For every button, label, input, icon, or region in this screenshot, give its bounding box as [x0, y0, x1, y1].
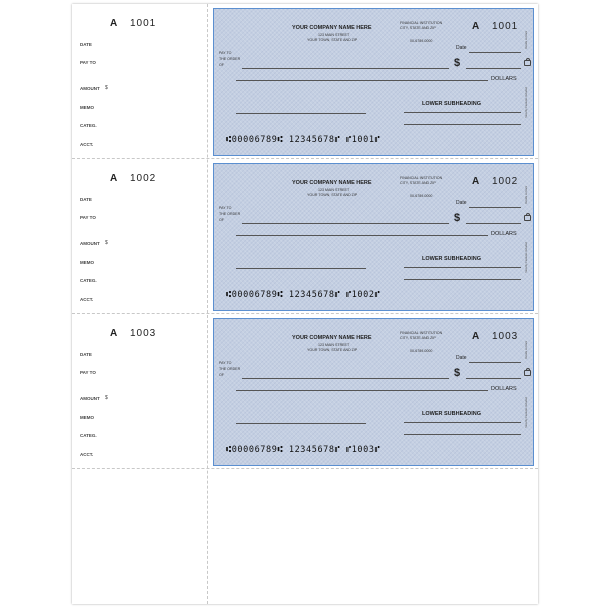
of-label: OF: [219, 218, 224, 222]
stub-date-label: DATE: [80, 42, 92, 47]
check-stub: [72, 314, 207, 468]
lower-subheading: LOWER SUBHEADING: [422, 101, 481, 107]
company-address-line2: YOUR TOWN, STATE AND ZIP: [307, 38, 358, 42]
of-label: OF: [219, 373, 224, 377]
date-line: [469, 207, 521, 208]
signature-line-1: [404, 267, 521, 268]
micr-line: ⑆00006789⑆ 12345678⑈ ⑈1003⑈: [226, 445, 381, 455]
bank-name: FINANCIAL INSTITUTION: [400, 331, 443, 335]
stub-categ-label: CATEG.: [80, 433, 97, 438]
signature-line-1: [404, 112, 521, 113]
check-number: 1003: [492, 331, 519, 342]
the-order-label: THE ORDER: [219, 57, 241, 61]
memo-line: [236, 113, 366, 114]
lock-icon: [524, 370, 531, 376]
dollar-sign: $: [454, 57, 461, 69]
micr-line: ⑆00006789⑆ 12345678⑈ ⑈1001⑈: [226, 135, 381, 145]
company-address-line2: YOUR TOWN, STATE AND ZIP: [307, 193, 358, 197]
company-address-line1: 123 MAIN STREET: [318, 343, 350, 347]
pay-to-label: PAY TO: [219, 206, 232, 210]
check-stub: [72, 4, 207, 158]
pay-to-label: PAY TO: [219, 361, 232, 365]
details-on-back-note: Details on back: [525, 341, 528, 359]
date-label: Date: [456, 45, 467, 51]
payee-line: [242, 223, 449, 224]
bank-city: CITY, STATE AND ZIP: [400, 181, 436, 185]
micr-line: ⑆00006789⑆ 12345678⑈ ⑈1002⑈: [226, 290, 381, 300]
stub-acct-label: ACCT.: [80, 142, 94, 147]
dollars-label: DOLLARS: [491, 231, 517, 237]
check-number: 1001: [492, 21, 519, 32]
the-order-label: THE ORDER: [219, 367, 241, 371]
amount-line: [466, 223, 521, 224]
check-body: [213, 8, 534, 156]
payee-line: [242, 68, 449, 69]
routing-fraction: 00-6789-0000: [410, 349, 433, 353]
stub-categ-label: CATEG.: [80, 278, 97, 283]
amount-words-line: [236, 390, 488, 391]
stub-date-label: DATE: [80, 197, 92, 202]
lower-subheading: LOWER SUBHEADING: [422, 411, 481, 417]
check-stub: [72, 159, 207, 313]
stub-code: A: [110, 328, 118, 339]
pay-to-label: PAY TO: [219, 51, 232, 55]
amount-words-line: [236, 235, 488, 236]
security-features-note: Security Features Included: [525, 397, 528, 428]
check-body: [213, 318, 534, 466]
company-address-line1: 123 MAIN STREET: [318, 33, 350, 37]
stub-amount-label: AMOUNT: [80, 241, 100, 246]
bank-city: CITY, STATE AND ZIP: [400, 26, 436, 30]
stub-check-number: 1003: [130, 328, 157, 339]
perforation-3: [72, 468, 538, 469]
bank-city: CITY, STATE AND ZIP: [400, 336, 436, 340]
company-name: YOUR COMPANY NAME HERE: [292, 335, 372, 341]
date-label: Date: [456, 355, 467, 361]
lock-icon: [524, 215, 531, 221]
stub-date-label: DATE: [80, 352, 92, 357]
date-line: [469, 362, 521, 363]
memo-line: [236, 268, 366, 269]
lower-subheading: LOWER SUBHEADING: [422, 256, 481, 262]
security-features-note: Security Features Included: [525, 87, 528, 118]
stub-pay-to-label: PAY TO: [80, 370, 96, 375]
company-name: YOUR COMPANY NAME HERE: [292, 25, 372, 31]
amount-words-line: [236, 80, 488, 81]
check-code: A: [472, 176, 480, 187]
dollar-sign: $: [454, 367, 461, 379]
bank-name: FINANCIAL INSTITUTION: [400, 21, 443, 25]
stub-code: A: [110, 18, 118, 29]
date-line: [469, 52, 521, 53]
company-name: YOUR COMPANY NAME HERE: [292, 180, 372, 186]
check-number: 1002: [492, 176, 519, 187]
stub-memo-label: MEMO: [80, 260, 94, 265]
stub-memo-label: MEMO: [80, 105, 94, 110]
security-features-note: Security Features Included: [525, 242, 528, 273]
bank-name: FINANCIAL INSTITUTION: [400, 176, 443, 180]
amount-line: [466, 378, 521, 379]
stub-amount-label: AMOUNT: [80, 396, 100, 401]
company-address-line1: 123 MAIN STREET: [318, 188, 350, 192]
dollars-label: DOLLARS: [491, 76, 517, 82]
date-label: Date: [456, 200, 467, 206]
stub-amount-label: AMOUNT: [80, 86, 100, 91]
lock-icon: [524, 60, 531, 66]
signature-line-2: [404, 279, 521, 280]
stub-pay-to-label: PAY TO: [80, 215, 96, 220]
routing-fraction: 00-6789-0000: [410, 194, 433, 198]
routing-fraction: 00-6789-0000: [410, 39, 433, 43]
check-body: [213, 163, 534, 311]
of-label: OF: [219, 63, 224, 67]
stub-categ-label: CATEG.: [80, 123, 97, 128]
dollar-sign: $: [454, 212, 461, 224]
payee-line: [242, 378, 449, 379]
amount-line: [466, 68, 521, 69]
stub-dollar-sign: $: [105, 85, 108, 91]
stub-code: A: [110, 173, 118, 184]
details-on-back-note: Details on back: [525, 186, 528, 204]
stub-dollar-sign: $: [105, 395, 108, 401]
company-address-line2: YOUR TOWN, STATE AND ZIP: [307, 348, 358, 352]
signature-line-1: [404, 422, 521, 423]
memo-line: [236, 423, 366, 424]
stub-check-number: 1001: [130, 18, 157, 29]
stub-acct-label: ACCT.: [80, 452, 94, 457]
stub-acct-label: ACCT.: [80, 297, 94, 302]
stub-dollar-sign: $: [105, 240, 108, 246]
stub-pay-to-label: PAY TO: [80, 60, 96, 65]
check-code: A: [472, 331, 480, 342]
check-code: A: [472, 21, 480, 32]
stub-memo-label: MEMO: [80, 415, 94, 420]
the-order-label: THE ORDER: [219, 212, 241, 216]
dollars-label: DOLLARS: [491, 386, 517, 392]
stub-check-number: 1002: [130, 173, 157, 184]
vertical-perforation: [207, 4, 208, 604]
details-on-back-note: Details on back: [525, 31, 528, 49]
signature-line-2: [404, 434, 521, 435]
signature-line-2: [404, 124, 521, 125]
